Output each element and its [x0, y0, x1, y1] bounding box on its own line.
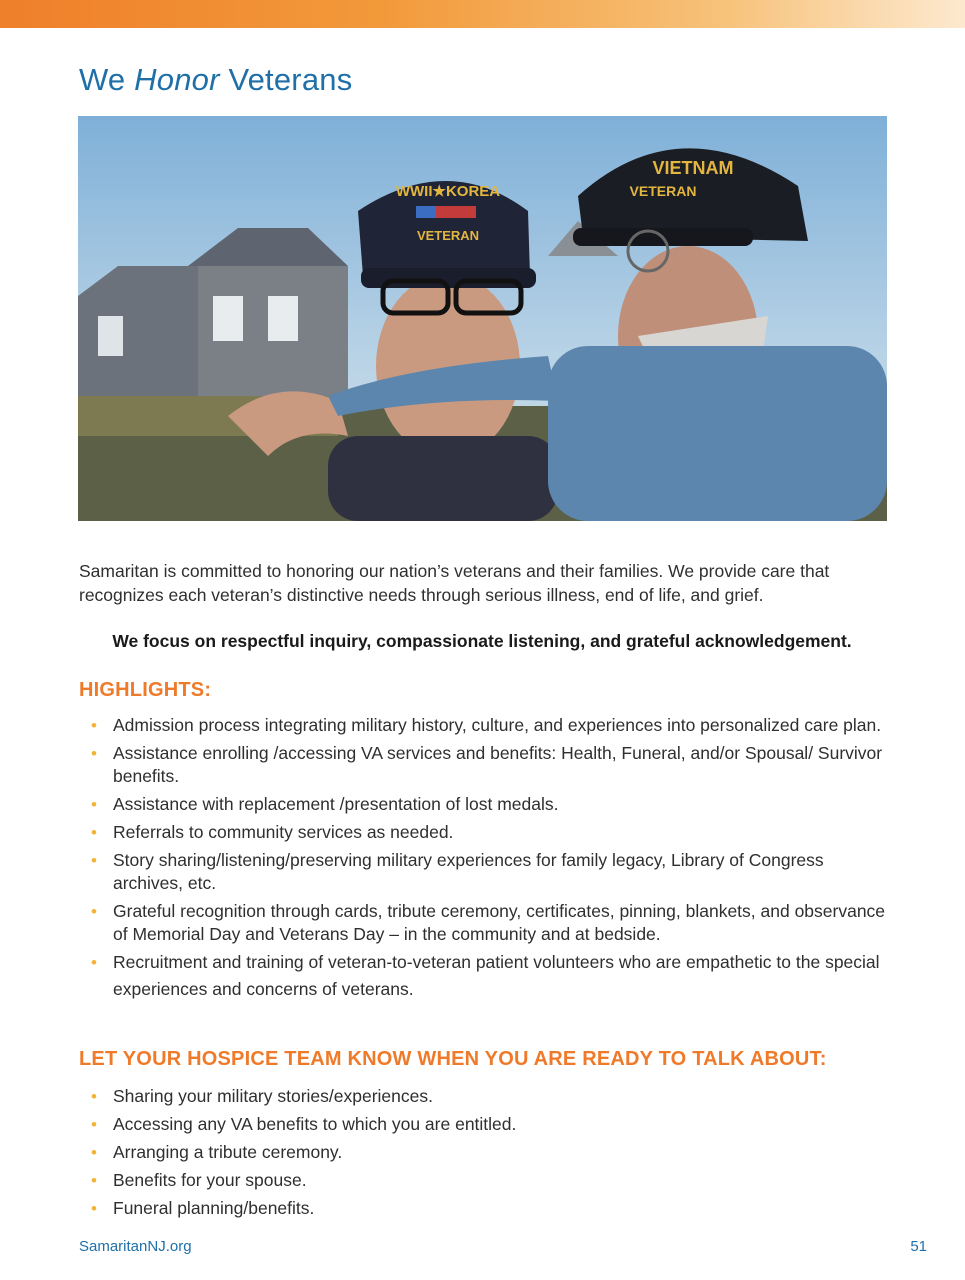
talk-list	[91, 1085, 886, 1225]
list-item	[91, 1169, 886, 1192]
talk-heading: LET YOUR HOSPICE TEAM KNOW WHEN YOU ARE READY TO TALK ABOUT:	[79, 1048, 827, 1070]
list-item-text: Admission process integrating military history, culture, and experiences into personalized care plan.	[113, 715, 882, 735]
bullet-icon: •	[91, 823, 97, 842]
list-item	[91, 1113, 886, 1136]
hat-right-line2: VETERAN	[629, 183, 697, 199]
list-item-text: Story sharing/listening/preserving military experiences for family legacy, Library of Congress archives, etc.	[113, 850, 824, 893]
bullet-icon: •	[91, 953, 97, 972]
list-item-text: Accessing any VA benefits to which you are entitled.	[113, 1114, 517, 1134]
list-item	[91, 949, 886, 1003]
list-item	[91, 742, 886, 788]
intro-paragraph: Samaritan is committed to honoring our nation’s veterans and their families. We provide care that recognizes each veteran’s distinctive needs through serious illness, end of life, and grief.	[79, 561, 830, 605]
bullet-icon: •	[91, 1087, 97, 1106]
list-item	[91, 900, 886, 946]
veterans-photo-illustration	[78, 116, 887, 521]
bullet-icon: •	[91, 1115, 97, 1134]
page-title	[79, 62, 352, 98]
bullet-icon: •	[91, 795, 97, 814]
footer-site-link[interactable]: SamaritanNJ.org	[79, 1238, 192, 1255]
list-item-text: Assistance with replacement /presentation of lost medals.	[113, 794, 559, 814]
list-item	[91, 821, 886, 844]
hat-right-line1: VIETNAM	[652, 158, 734, 178]
bullet-icon: •	[91, 851, 97, 870]
list-item-text: Recruitment and training of veteran-to-veteran patient volunteers who are empathetic to the special experiences and concerns of veterans.	[113, 952, 880, 999]
title-suffix: Veterans	[228, 62, 353, 97]
hat-left-line2: VETERAN	[416, 228, 480, 243]
highlights-list	[91, 714, 886, 1008]
list-item	[91, 849, 886, 895]
title-emphasis: Honor	[134, 62, 220, 97]
list-item-text: Assistance enrolling /accessing VA services and benefits: Health, Funeral, and/or Spousal/ Survivor benefits.	[113, 743, 883, 786]
list-item-text: Benefits for your spouse.	[113, 1170, 307, 1190]
list-item-text: Grateful recognition through cards, tribute ceremony, certificates, pinning, blankets, and observance of Memorial Day and Veterans Day – in the community and at bedside.	[113, 901, 886, 944]
list-item	[91, 714, 886, 737]
list-item-text: Sharing your military stories/experiences.	[113, 1086, 433, 1106]
bullet-icon: •	[91, 902, 97, 921]
list-item	[91, 1197, 886, 1220]
hat-left-line1: WWII★KOREA	[395, 183, 501, 200]
list-item-text: Arranging a tribute ceremony.	[113, 1142, 343, 1162]
top-gradient-bar	[0, 0, 965, 28]
list-item	[91, 1141, 886, 1164]
bullet-icon: •	[91, 1199, 97, 1218]
title-prefix: We	[79, 62, 126, 97]
bullet-icon: •	[91, 1171, 97, 1190]
bullet-icon: •	[91, 744, 97, 763]
focus-statement: We focus on respectful inquiry, compassionate listening, and grateful acknowledgement.	[112, 631, 852, 651]
bullet-icon: •	[91, 716, 97, 735]
list-item-text: Funeral planning/benefits.	[113, 1198, 315, 1218]
list-item	[91, 793, 886, 816]
list-item-text: Referrals to community services as needed.	[113, 822, 454, 842]
list-item	[91, 1085, 886, 1108]
veterans-photo	[78, 116, 887, 521]
page-number: 51	[910, 1238, 927, 1255]
bullet-icon: •	[91, 1143, 97, 1162]
highlights-heading: HIGHLIGHTS:	[79, 679, 212, 701]
